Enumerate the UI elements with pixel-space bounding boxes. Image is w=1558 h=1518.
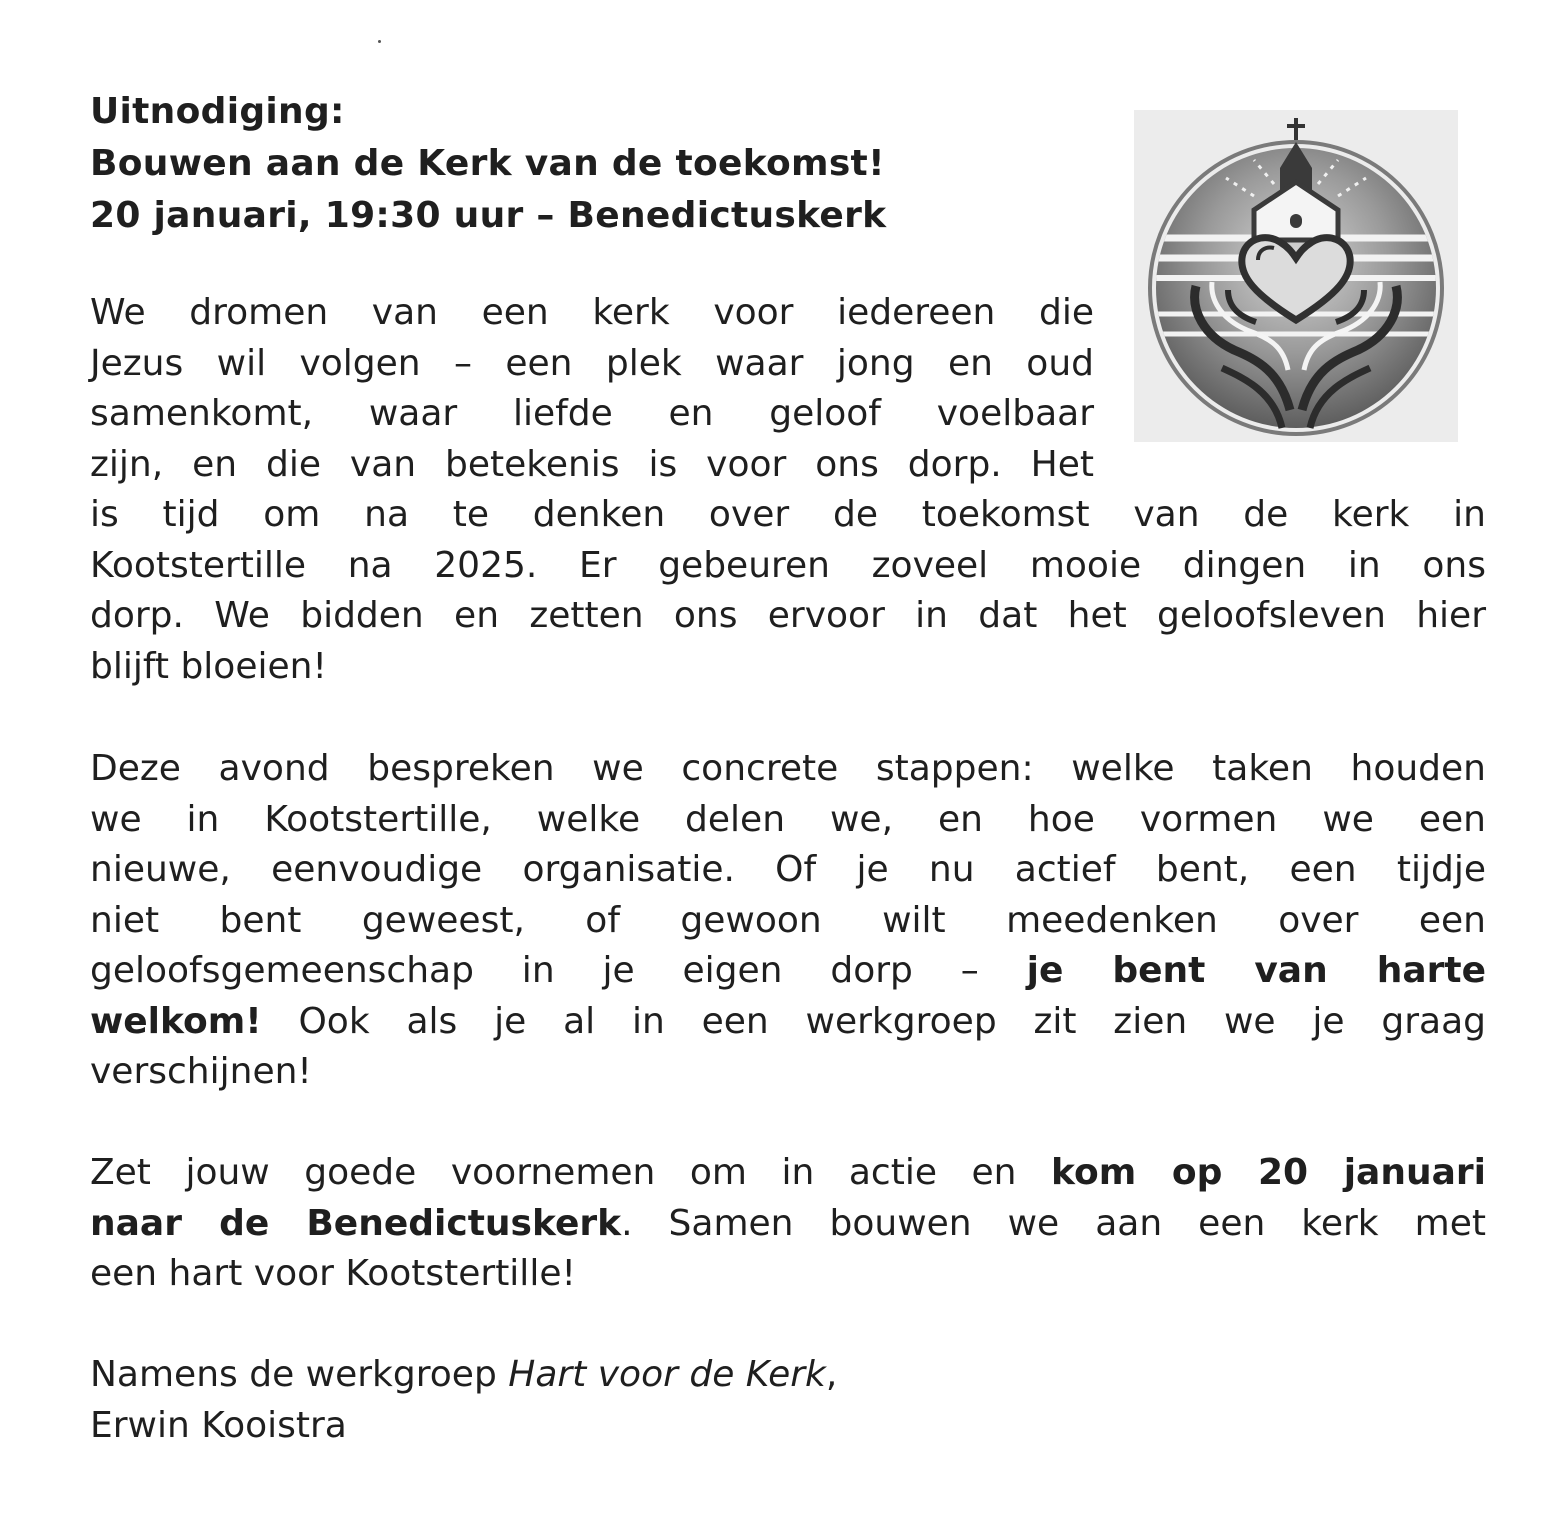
text-line: blijft bloeien! [90,645,327,687]
heading-line-date: 20 januari, 19:30 uur – Benedictuskerk [90,195,887,236]
text-line [90,1148,1486,1199]
text-line: is tijd om na te denken over de toekomst van de kerk in [90,494,1486,535]
paragraph-dream [90,288,1486,692]
text-line: we in Kootstertille, welke delen we, en hoe vormen we een [90,798,1486,840]
paragraph-evening [90,744,1486,1098]
text-line [90,1199,1486,1250]
text-line: niet bent geweest, of gewoon wilt meedenken over een [90,899,1486,941]
text-line: nieuwe, eenvoudige organisatie. Of je nu actief bent, een tijdje [90,849,1486,890]
text-line: Deze avond bespreken we concrete stappen: welke taken houden [90,748,1486,789]
invitation-heading [90,86,1090,242]
text-line: Jezus wil volgen – een plek waar jong en oud [90,342,1094,384]
text-line: We dromen van een kerk voor iedereen die [90,292,1094,333]
location-emphasis: naar de Benedictuskerk [90,1202,622,1244]
heading-line-title: Bouwen aan de Kerk van de toekomst! [90,143,885,184]
text-run: Zet jouw goede voornemen om in actie en [90,1152,1052,1193]
scan-speck [378,40,381,43]
heading-line-invitation: Uitnodiging: [90,91,345,132]
welcome-emphasis: welkom! [90,1000,262,1042]
signature-block [90,1350,1486,1451]
text-line: een hart voor Kootstertille! [90,1253,576,1294]
text-line [90,946,1486,997]
signature-prefix: Namens de werkgroep [90,1354,509,1395]
text-line [90,997,1486,1048]
signature-line [90,1350,1486,1401]
signature-suffix: , [825,1354,838,1395]
text-line: zijn, en die van betekenis is voor ons dorp. Het [90,443,1094,485]
text-line: samenkomt, waar liefde en geloof voelbaar [90,393,1094,434]
text-line: verschijnen! [90,1051,312,1092]
paragraph-call-to-action [90,1148,1486,1300]
text-line: dorp. We bidden en zetten ons ervoor in dat het geloofsleven hier [90,595,1486,636]
text-run: geloofsgemeenschap in je eigen dorp – [90,950,1027,991]
signature-author: Erwin Kooistra [90,1404,347,1446]
text-run: Ook als je al in een werkgroep zit zien we je graag [261,1000,1486,1042]
text-run: . Samen bouwen we aan een kerk met [621,1202,1487,1244]
date-emphasis: kom op 20 januari [1051,1152,1486,1193]
text-line: Kootstertille na 2025. Er gebeuren zoveel mooie dingen in ons [90,544,1486,586]
welcome-emphasis: je bent van harte [1026,950,1486,991]
workgroup-name: Hart voor de Kerk [508,1354,826,1395]
